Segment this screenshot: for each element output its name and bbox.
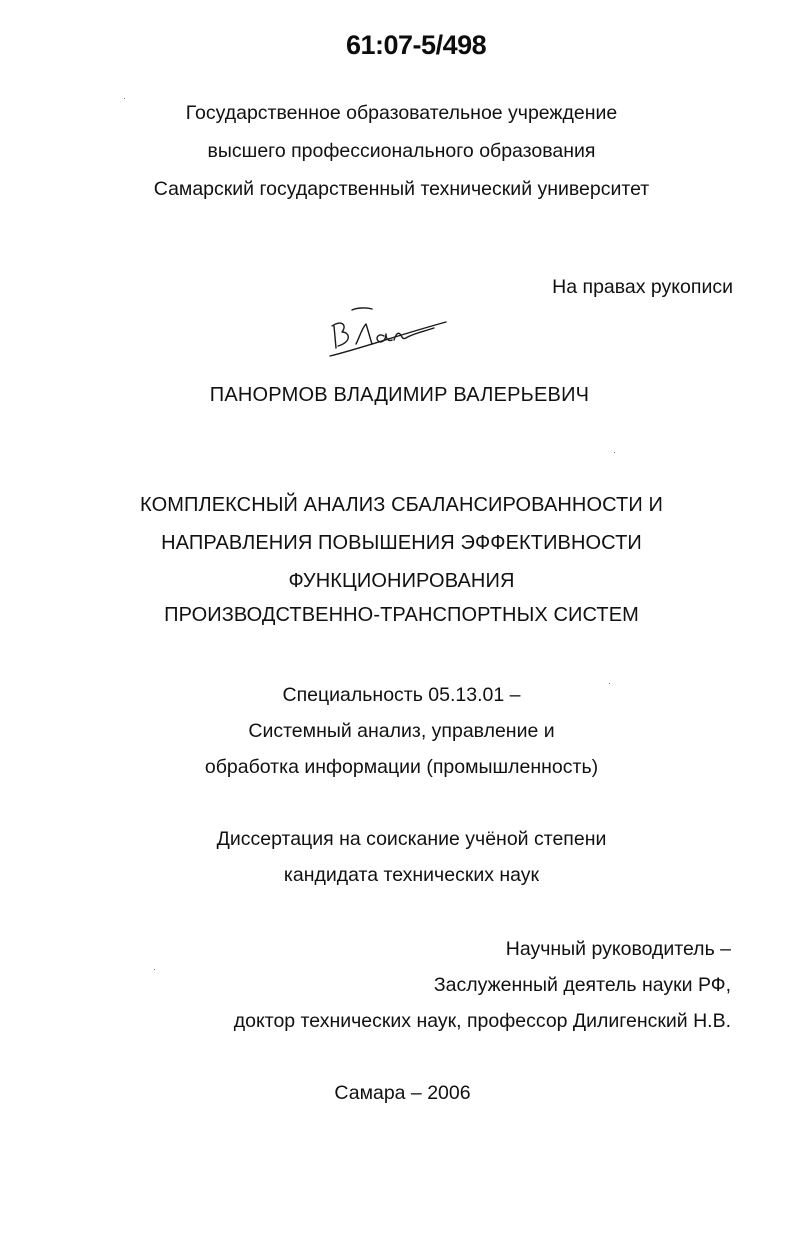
scan-speck	[124, 98, 125, 99]
advisor-honor: Заслуженный деятель науки РФ,	[433, 974, 731, 996]
institution-line-2: высшего профессионального образования	[207, 140, 596, 162]
dissertation-title-line-1: КОМПЛЕКСНЫЙ АНАЛИЗ СБАЛАНСИРОВАННОСТИ И	[140, 494, 663, 516]
institution-line-3: Самарский государственный технический университет	[153, 178, 650, 200]
scan-speck	[614, 452, 615, 453]
advisor-name: доктор технических наук, профессор Дилигенский Н.В.	[233, 1010, 731, 1032]
institution-line-1: Государственное образовательное учреждение	[185, 102, 618, 124]
specialty-name-line-1: Системный анализ, управление и	[248, 720, 555, 742]
scan-speck	[609, 683, 610, 684]
degree-line-1: Диссертация на соискание учёной степени	[216, 828, 607, 850]
author-name: ПАНОРМОВ ВЛАДИМИР ВАЛЕРЬЕВИЧ	[209, 384, 590, 406]
scan-speck	[154, 969, 155, 970]
degree-line-2: кандидата технических наук	[283, 864, 540, 886]
advisor-label: Научный руководитель –	[505, 938, 731, 960]
author-signature	[322, 304, 452, 364]
city-and-year: Самара – 2006	[334, 1082, 471, 1104]
specialty-name-line-2: обработка информации (промышленность)	[204, 756, 599, 778]
manuscript-rights-note: На правах рукописи	[552, 276, 733, 298]
library-stamp-number: 61:07-5/498	[346, 30, 487, 60]
dissertation-title-line-2: НАПРАВЛЕНИЯ ПОВЫШЕНИЯ ЭФФЕКТИВНОСТИ	[161, 532, 642, 554]
dissertation-title-line-3: ФУНКЦИОНИРОВАНИЯ	[288, 570, 515, 592]
dissertation-title-line-4: ПРОИЗВОДСТВЕННО-ТРАНСПОРТНЫХ СИСТЕМ	[164, 604, 639, 626]
specialty-code: Специальность 05.13.01 –	[282, 684, 521, 706]
